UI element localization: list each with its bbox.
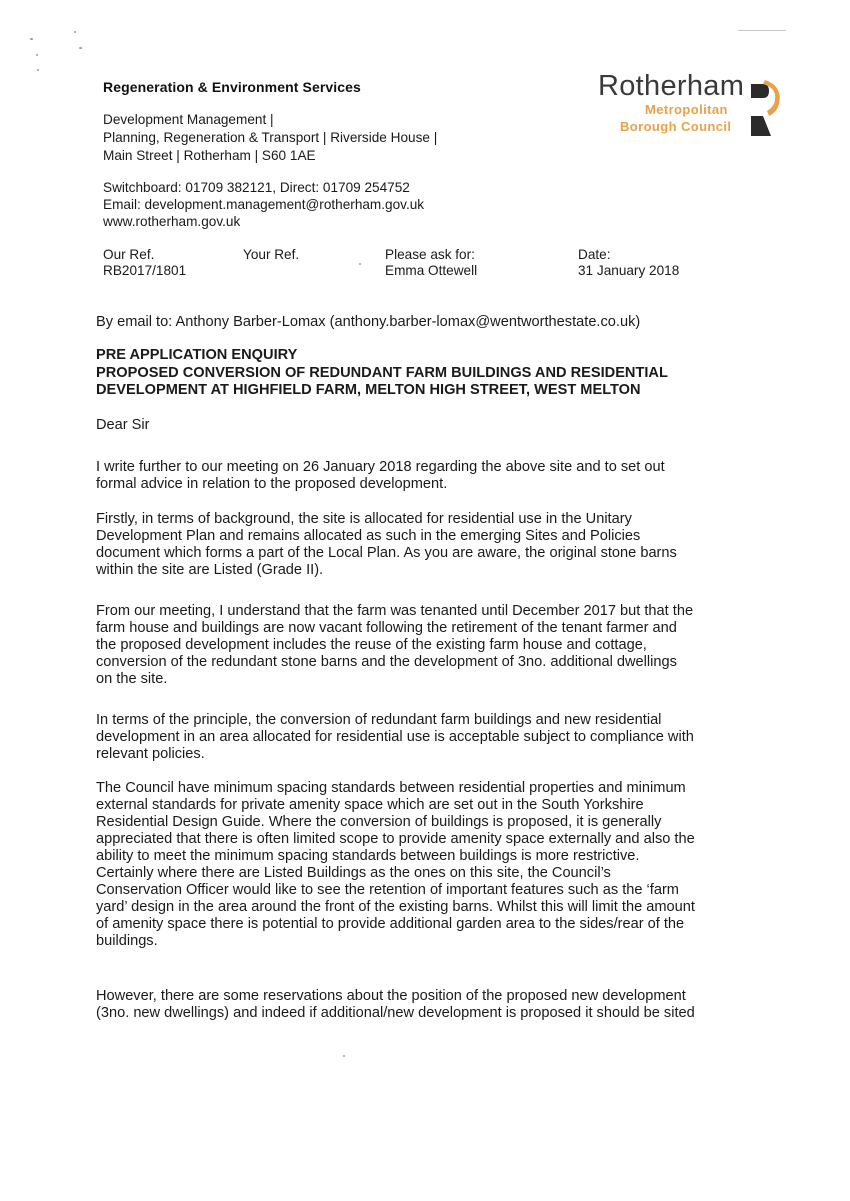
paragraph [96,603,796,688]
logo-subtitle-1: Metropolitan [645,102,728,117]
paragraph [96,712,796,763]
ask-for-label: Please ask for: [385,247,475,262]
paragraph-line: Certainly where there are Listed Buildings as the ones on this site, the Council’s [96,865,611,881]
scan-speck [74,31,76,33]
paragraph-line: within the site are Listed (Grade II). [96,562,324,578]
subject-line: PROPOSED CONVERSION OF REDUNDANT FARM BUILDINGS AND RESIDENTIAL [96,364,668,381]
paragraph-line: Residential Design Guide. Where the conversion of buildings is proposed, it is generally [96,814,662,830]
contact-phone: Switchboard: 01709 382121, Direct: 01709 254752 [103,180,410,195]
scan-line [738,30,786,31]
paragraph-line: relevant policies. [96,746,205,762]
address-line: Main Street | Rotherham | S60 1AE [103,148,316,163]
department-title: Regeneration & Environment Services [103,79,361,95]
council-logo-mark-icon [749,78,789,138]
contact-website: www.rotherham.gov.uk [103,214,241,229]
paragraph-line: ability to meet the minimum spacing standards between buildings is more restrictive. [96,848,640,864]
paragraph-line: In terms of the principle, the conversion of redundant farm buildings and new residential [96,712,662,728]
paragraph-line: conversion of the redundant stone barns and the development of 3no. additional dwellings [96,654,677,670]
logo-name: Rotherham [598,70,745,102]
contact-email: Email: development.management@rotherham.gov.uk [103,197,425,212]
logo-subtitle-2: Borough Council [620,119,732,134]
scan-speck [36,54,38,56]
address-line: Planning, Regeneration & Transport | Riverside House | [103,130,438,145]
paragraph-line: of amenity space there is potential to provide additional garden area to the sides/rear of the [96,916,685,932]
paragraph-line: The Council have minimum spacing standards between residential properties and minimum [96,780,686,796]
scan-speck [359,263,361,265]
scan-speck [30,38,33,40]
paragraph-line: From our meeting, I understand that the farm was tenanted until December 2017 but that the [96,603,694,619]
paragraph-line: yard’ design in the area around the front of the existing barns. Whilst this will limit the amount [96,899,695,915]
paragraph [96,780,796,950]
address-line: Development Management | [103,112,274,127]
ask-for-value: Emma Ottewell [385,263,478,278]
paragraph-line: Conservation Officer would like to see the retention of important features such as the ‘farm [96,882,679,898]
paragraph-line: Firstly, in terms of background, the site is allocated for residential use in the Unitary [96,511,632,527]
paragraph-line: farm house and buildings are now vacant following the retirement of the tenant farmer and [96,620,677,636]
paragraph-line: (3no. new dwellings) and indeed if additional/new development is proposed it should be sited [96,1005,695,1021]
scan-speck [79,47,82,49]
council-logo [592,70,792,140]
paragraph-line: the proposed development includes the reuse of the existing farm house and cottage, [96,637,647,653]
subject-heading [96,347,668,400]
scan-speck [37,69,39,71]
address-block [103,111,437,165]
recipient-line: By email to: Anthony Barber-Lomax (anthony.barber-lomax@wentworthestate.co.uk) [96,314,641,330]
paragraph-line: buildings. [96,933,158,949]
paragraph-line: appreciated that there is often limited scope to provide amenity space externally and also the [96,831,695,847]
date-value: 31 January 2018 [578,263,680,278]
your-ref-label: Your Ref. [243,247,300,262]
paragraph-line: external standards for private amenity space which are set out in the South Yorkshire [96,797,644,813]
paragraph-line: document which forms a part of the Local Plan. As you are aware, the original stone barns [96,545,677,561]
paragraph [96,459,796,493]
paragraph-line: formal advice in relation to the proposed development. [96,476,448,492]
our-ref-value: RB2017/1801 [103,263,187,278]
date-label: Date: [578,247,611,262]
contact-block [103,179,424,230]
salutation: Dear Sir [96,417,150,433]
paragraph-line: on the site. [96,671,168,687]
subject-line: PRE APPLICATION ENQUIRY [96,347,298,363]
paragraph [96,511,796,579]
paragraph [96,988,796,1022]
subject-line: DEVELOPMENT AT HIGHFIELD FARM, MELTON HIGH STREET, WEST MELTON [96,382,641,398]
paragraph-line: However, there are some reservations about the position of the proposed new development [96,988,686,1004]
paragraph-line: Development Plan and remains allocated as such in the emerging Sites and Policies [96,528,641,544]
paragraph-line: I write further to our meeting on 26 January 2018 regarding the above site and to set out [96,459,665,475]
paragraph-line: development in an area allocated for residential use is acceptable subject to compliance with [96,729,694,745]
scan-speck [343,1055,345,1057]
our-ref-label: Our Ref. [103,247,155,262]
